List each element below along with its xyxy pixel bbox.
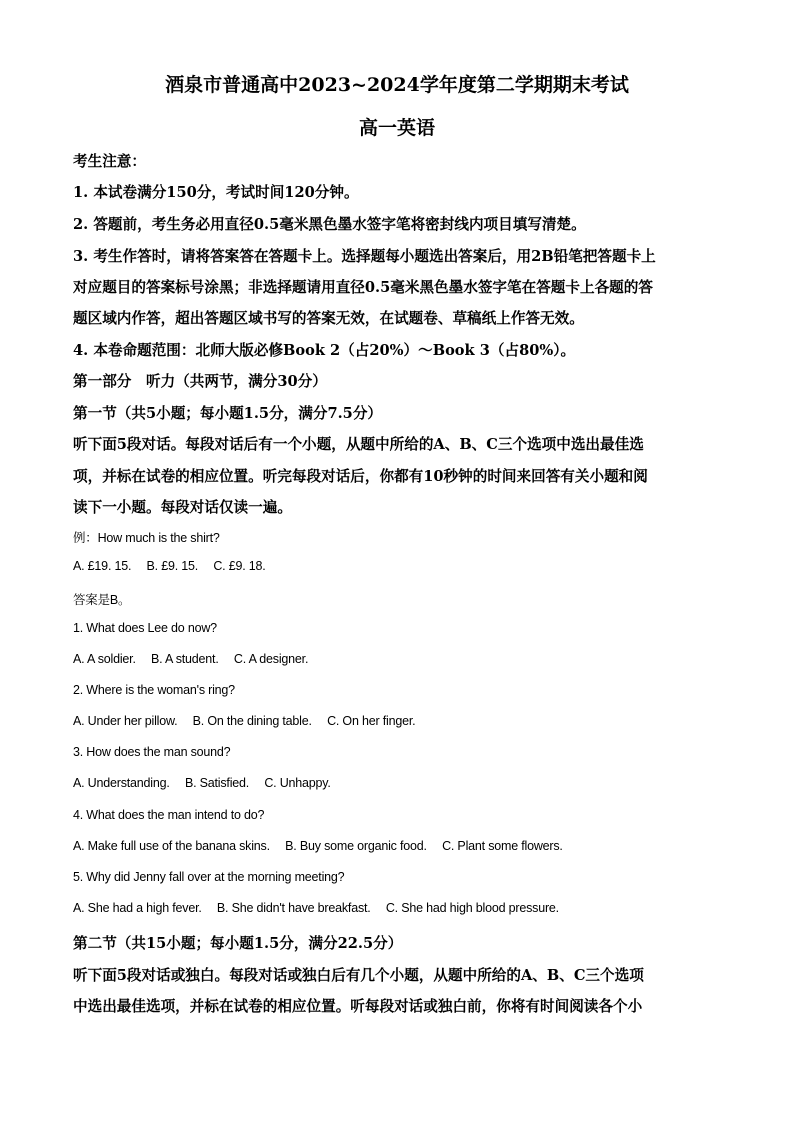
notice-3: 3. 考生作答时，请将答案答在答题卡上。选择题每小题选出答案后，用2B铅笔把答题卡上 [73,248,656,265]
q2-option-b: B. On the dining table. [192,714,312,728]
example-option-b: B. £9. 15. [146,559,199,573]
question-5-options [73,901,571,915]
q4-option-b: B. Buy some organic food. [285,839,427,853]
question-4-options [73,839,575,853]
exam-subtitle: 高一英语 [358,117,435,139]
question-1-options [73,652,320,666]
exam-title: 酒泉市普通高中2023~2024学年度第二学期期末考试 [165,74,629,96]
q4-option-c: C. Plant some flowers. [442,839,563,853]
notice-4: 4. 本卷命题范围：北师大版必修Book 2（占20%）～Book 3（占80%）。 [73,342,576,359]
q1-option-a: A. A soldier. [73,652,136,666]
q2-option-a: A. Under her pillow. [73,714,178,728]
section1-instructions-2: 项，并标在试卷的相应位置。听完每段对话后，你都有10秒钟的时间来回答有关小题和阅 [73,468,648,485]
q2-option-c: C. On her finger. [327,714,416,728]
section1-instructions-1: 听下面5段对话。每段对话后有一个小题，从题中所给的A、B、C三个选项中选出最佳选 [73,436,644,453]
q5-option-b: B. She didn't have breakfast. [216,901,371,915]
section2-heading: 第二节（共15小题；每小题1.5分，满分22.5分） [73,935,403,952]
part1-heading: 第一部分 听力（共两节，满分30分） [73,373,327,390]
example-question: 例：How much is the shirt? [73,531,220,545]
q3-option-c: C. Unhappy. [264,776,331,790]
question-2-options [73,714,427,728]
question-2: 2. Where is the woman's ring? [73,683,235,697]
section2-instructions-2: 中选出最佳选项，并标在试卷的相应位置。听每段对话或独白前，你将有时间阅读各个小 [73,998,643,1015]
question-1: 1. What does Lee do now? [73,621,217,635]
q3-option-a: A. Understanding. [73,776,170,790]
section1-instructions-3: 读下一小题。每段对话仅读一遍。 [73,499,292,516]
q1-option-c: C. A designer. [233,652,309,666]
section1-heading: 第一节（共5小题；每小题1.5分，满分7.5分） [73,405,383,422]
notice-3-cont: 对应题目的答案标号涂黑；非选择题请用直径0.5毫米黑色墨水签字笔在答题卡上各题的答 [73,279,653,296]
question-3-options [73,776,343,790]
example-answer: 答案是B。 [73,593,131,607]
q1-option-b: B. A student. [151,652,219,666]
notice-3-cont2: 题区域内作答，超出答题区域书写的答案无效，在试题卷、草稿纸上作答无效。 [73,310,584,327]
notice-1: 1. 本试卷满分150分，考试时间120分钟。 [73,184,359,201]
example-option-a: A. £19. 15. [73,559,132,573]
section2-instructions-1: 听下面5段对话或独白。每段对话或独白后有几个小题，从题中所给的A、B、C三个选项 [73,967,644,984]
notice-heading: 考生注意： [73,153,146,170]
example-option-c: C. £9. 18. [213,559,266,573]
question-4: 4. What does the man intend to do? [73,808,265,822]
q4-option-a: A. Make full use of the banana skins. [73,839,270,853]
q3-option-b: B. Satisfied. [184,776,250,790]
notice-2: 2. 答题前，考生务必用直径0.5毫米黑色墨水签字笔将密封线内项目填写清楚。 [73,216,586,233]
q5-option-c: C. She had high blood pressure. [385,901,559,915]
q5-option-a: A. She had a high fever. [73,901,202,915]
question-3: 3. How does the man sound? [73,745,231,759]
question-5: 5. Why did Jenny fall over at the morning meeting? [73,870,345,884]
example-options [73,559,278,573]
